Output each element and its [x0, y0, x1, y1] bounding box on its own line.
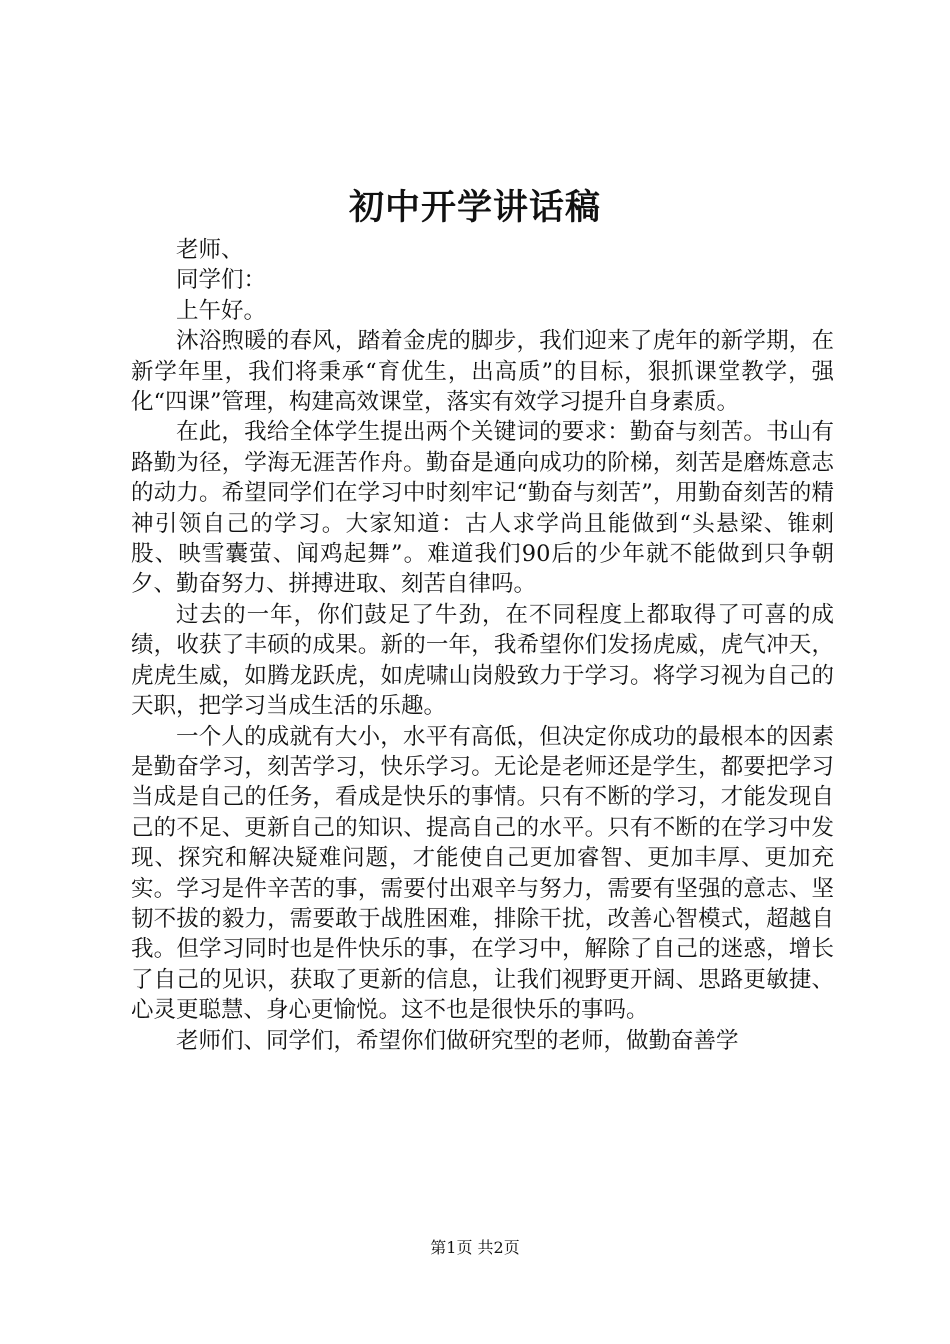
salutation-teachers: 老师、	[176, 237, 244, 263]
document-title: 初中开学讲话稿	[348, 187, 601, 228]
document-body	[131, 235, 834, 1056]
body-paragraph: 沐浴煦暖的春风，踏着金虎的脚步，我们迎来了虎年的新学期，在新学年里，我们将秉承“育优生，出高质”的目标，狠抓课堂教学，强化“四课”管理，构建高效课堂，落实有效学习提升自身素质。	[131, 328, 834, 416]
page-footer: 第1页 共2页	[430, 1238, 520, 1257]
body-paragraph: 过去的一年，你们鼓足了牛劲，在不同程度上都取得了可喜的成绩，收获了丰硕的成果。新的一年，我希望你们发扬虎威，虎气冲天，虎虎生威，如腾龙跃虎，如虎啸山岗般致力于学习。将学习视为自己的天职，把学习当成生活的乐趣。	[131, 601, 834, 720]
body-paragraph: 老师们、同学们，希望你们做研究型的老师，做勤奋善学	[176, 1027, 739, 1054]
body-paragraph: 一个人的成就有大小，水平有高低，但决定你成功的最根本的因素是勤奋学习，刻苦学习，快乐学习。无论是老师还是学生，都要把学习当成是自己的任务，看成是快乐的事情。只有不断的学习，才能发现自己的不足、更新自己的知识、提高自己的水平。只有不断的在学习中发现、探究和解决疑难问题，才能使自己更加睿智、更加丰厚、更加充实。学习是件辛苦的事，需要付出艰辛与努力，需要有坚强的意志、坚韧不拔的毅力，需要敢于战胜困难，排除干扰，改善心智模式，超越自我。但学习同时也是件快乐的事，在学习中，解除了自己的迷惑，增长了自己的见识，获取了更新的信息，让我们视野更开阔、思路更敏捷、心灵更聪慧、身心更愉悦。这不也是很快乐的事吗。	[131, 723, 834, 1024]
salutation-students: 同学们：	[176, 267, 267, 294]
body-paragraph: 在此，我给全体学生提出两个关键词的要求：勤奋与刻苦。书山有路勤为径，学海无涯苦作舟。勤奋是通向成功的阶梯，刻苦是磨炼意志的动力。希望同学们在学习中时刻牢记“勤奋与刻苦”，用勤奋刻苦的精神引领自己的学习。大家知道：古人求学尚且能做到“头悬梁、锥刺股、映雪囊萤、闻鸡起舞”。难道我们90后的少年就不能做到只争朝夕、勤奋努力、拼搏进取、刻苦自律吗。	[131, 419, 834, 598]
greeting: 上午好。	[176, 297, 267, 324]
